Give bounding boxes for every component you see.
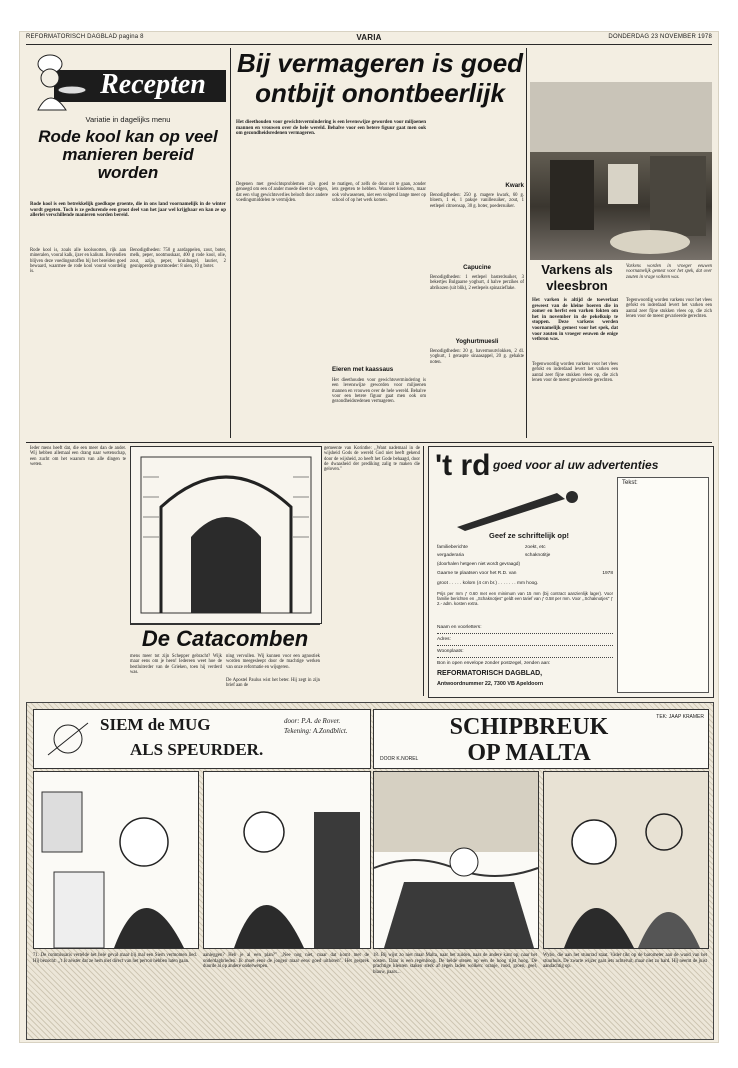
newspaper-page [20,32,718,1042]
pigs-col1: Tegenwoordig worden varkens voor het vlees gefokt en inderdaad levert het varken een aantal zeer fijne stukken vlees op, die zich lenen voor de meest gevarieerde gerechten. [532,362,620,383]
main-headline: Bij vermageren is goed ontbijt onontbeerlijk [236,48,524,108]
recipes-col2: Benodigdheden: 750 g aardappelen, zout, boter, melk, peper, nootmuskaat, 400 g rode kool, olie, zout, azijn, peper, kruidnagel, laurier, 2 gesnipperde grootmoeder: 8 uien, 10 g boter. [130,248,228,269]
pigs-headline: Varkens als vleesbron [541,262,613,293]
comics-section [26,702,714,1040]
comic2-title-line2: OP MALTA [467,740,591,766]
recipes-banner [24,46,228,112]
ad-cat-4[interactable]: schaknotitje [525,553,551,558]
recipes-lead: Rode kool is een betrekkelijk goedkope groente, die in ons land voornamelijk in de winter wordt gegeten. Toch is ze gedurende een groot deel van het jaar wel krijgbaar en kan ze op allerlei verschillende manieren worden bereid. [30,202,228,219]
catacombs-col1: Ieder mens heeft dat, die een meer dan de ander. Wij hebben allemaal een drang naar wetenschap, een zucht om het waarom van alle dingen te weten. [30,446,128,467]
yoghurt-title: Yoghurtmuesli [455,338,499,345]
kwark-title: Kwark [505,182,524,189]
comic2-caption-right: Wybo, die aan het stuurrad staat. Vader tikt op de barometer aan de wand van het stuurhuis. De zwarte wijzer gaat iets achteruit, maar niet zo hard. Hij neemt de juist aandachtig op. [543,953,709,969]
ad-company-address: Antwoordnummer 22, 7300 VB Apeldoorn [437,681,544,687]
catacombs-illustration [130,446,322,624]
ad-cat-1[interactable]: familieberichte [437,545,468,550]
ad-city-field[interactable]: Woonplaats: [437,649,613,658]
recipes-banner-title: Recepten [100,69,206,100]
comic2-title-line1: SCHIPBREUK [449,714,609,740]
main-col3: Het dieethouden voor gewichtsvermindering is een levenswijze geworden voor miljoenen mannen en vrouwen over de hele wereld. Behalve voor een betere figuur gaat men ook om gezondheidsredenen vermageren. [332,378,428,405]
comic2-panel-left [373,771,539,949]
comic1-caption-right: aanleggen? Heb je al een plan?" ,,Nee nog niet, maar dat komt met de onderdagbrieden. Ik moet eens de jongen maar eens goed uithoren". Het gesprek duurde al op andere onderwerpen. [203,953,371,969]
ad-year: 1978 [602,571,613,576]
column-rule-3 [423,446,424,696]
comic1-title-panel [33,709,371,769]
ad-cat-3[interactable]: vergaderaria [437,553,464,558]
pigs-lead: Het varken is altijd de toeverlaat geweest van de kleine boeren die in zomer en herfst een varken fokten om het in november in de pekelkuip te stoppen. Deze varkens werden voornamelijk gemest voor het spek, dat voor zouten in vroeger eeuwen de enige vetbron was. [532,298,620,343]
ad-price-text: Prijs per mm ƒ 0.60 met een minimum van 15 mm (bij contract aanzienlijk lager). Voor familie berichten en ,,Schaknotjes" geldt een tarief van ƒ 0.58 per mm. Voor ,,Schaknotjes" ƒ 2.- adm. kosten extra. [437,591,615,606]
catacombs-col5: De Apostel Paulus wist het beter. Hij zegt in zijn brief aan de [226,678,322,689]
ad-headline: goed voor al uw advertenties [493,458,659,472]
comic2-author: DOOR K.NOREL [380,756,419,762]
ad-envelope-line: Bon in open envelope zonder postzegel, zenden aan: [437,661,551,666]
rd-logo: 't rd [435,449,491,482]
comic2-caption-left: 18. Bij wijst zo niet maar Malta, naar het zuiden, naar de andere kant op, naar het oosten. Daar is een regenboog. De beide stenen op een de hoog rijst hoog. De prachtige kleuren staken sterk af tegen laden wolken: oranje, rood, groen, geel, blauw, paars... [373,953,539,975]
catacombs-col3: mens meer tot zijn Schepper gebracht? Wijk maar eens om je heen! Iedereen weet hoe de bestluiterder van de Grieken, toen hij verderd was. [130,654,224,675]
ad-cat-note: (doorhalen hetgeen niet wordt gevraagd) [437,561,520,566]
kwark-text: Benodigdheden: 250 g. magere kwark, 60 g. bloem, 1 ei, 1 paksje vanillesuiker, zout, 1 eetlepel citroensap, 30 g. boter, poedersuiker. [430,193,526,209]
ad-tagline: Geef ze schriftelijk op! [489,531,570,540]
catacombs-headline: De Catacomben [130,624,320,653]
ad-name-field[interactable]: Naam en voorletters: [437,625,613,634]
mosquito-illustration [38,711,98,767]
main-lead: Het dieethouden voor gewichtsvermindering is een levenswijze geworden voor miljoenen mannen en vrouwen over de hele wereld. Behalve voor een betere figuur gaat men ook om gezondheidsredenen vermageren. [236,120,428,137]
header-left: REFORMATORISCH DAGBLAD pagina 8 [26,34,144,40]
main-subhead: Eieren met kaassaus [332,366,394,373]
recipes-headline: Rode kool kan op veel manieren bereid worden [38,127,218,182]
ad-pen-illustration [437,487,613,531]
section-title: VARIA [356,33,382,42]
capucine-title: Capucine [463,264,491,271]
column-rule-1 [230,48,231,438]
comic1-panel-right [203,771,371,949]
main-col2: te matigen, of zelfs de door uit te gaan, zonder iets gegeten te hebben. Wanneer kinderen, maar ook volwassenen, niet een volgend lange meer op school of op het werk komen. [332,182,428,203]
pigs-photo [530,82,712,260]
recipes-col1: Rode kool is, zoals alle koolsoorten, rijk aan mineralen, vooral kalk, ijzer en kalium. Bovendien blijven deze voedingsstoffen bij het bereiden goed bewaard, waarmee de rode kool vooral voordelig is. [30,248,128,275]
ad-text-label: Tekst: [622,480,638,486]
catacombs-col4: ning vervullen. Wij kunnen voor een agnostiek worden meegesleept door de machtige werken van onze reformatie en wijsgeren. [226,654,322,670]
comic1-title-line2: ALS SPEURDER. [130,740,264,759]
column-rule-2 [526,48,527,438]
header-rule [26,44,712,45]
comic1-credits: door: P.A. de Rover. Tekening: A.Zondblict. [284,717,348,735]
ad-company: REFORMATORISCH DAGBLAD, [437,670,543,677]
ad-order-form [428,446,714,698]
ad-order-line: Gaarne te plaatsen voor het R.D. van [437,571,517,576]
capucine-text: Benodigdheden: 1 eetlepel basterdsuiker, 3 bekertjes Bulgaarse yoghurt, 4 halve perzikes of abrikozen (uit blik), 2 eetlepels spinazieflake. [430,275,526,291]
yoghurt-text: Benodigdheden: 20 g. havermoutvlokken, 2 dl. yoghurt, 1 geraspte sinaasappel, 20 g. gehakte noten. [430,349,526,365]
header-date: DONDERDAG 23 NOVEMBER 1978 [608,34,712,40]
pigs-col2: Tegenwoordig worden varkens voor het vlees gefokt en inderdaad levert het varken een aantal zeer fijne stukken vlees op, die zich lenen voor de meest gevarieerde gerechten. [626,298,714,319]
comic2-artist: TEK: JAAP KRAMER [656,714,704,720]
ad-cat-2[interactable]: zoekt, etc [525,545,546,550]
pigs-caption: Varkens worden in vroeger eeuwen voornamelijk gemest voor het spek, dat over zouten in vrage volkren was. [626,264,714,280]
ad-address-field[interactable]: Adres: [437,637,613,646]
ad-text-area[interactable] [617,477,709,693]
main-col1: Degenen met gewichtsproblemen zijn goed genoegd om een of ander moede dieet te volgen, dat een vlug gewichtsverlies belooft door andere voedingsmiddelen te vermijden. [236,182,330,203]
catacombs-col2: gemeente van Korinthe: ,,Want nademaal in de wijsheid Gods de wereld God niet heeft gekend door de wijsheid, zo heeft het Gode behaagd, door de dwaasheid der prediking zalig te maken die geloven." [324,446,422,473]
recipes-tagline: Variatie in dagelijks menu [85,115,171,124]
comic2-title-panel [373,709,709,769]
comic1-caption-left: 71. De commissaris vertelde het hele geval maar bij mal een Siem vermomen lied. Hij bezocht: ,,'t Is zeister dat ze hem niet direct van het perron hebben laten gaan. [33,953,199,964]
comic1-panel-left [33,771,199,949]
ad-size-line[interactable]: groot . . . . . kolom (4 cm br.) . . . . . . . mm hoog. [437,581,539,586]
mid-rule [26,442,712,443]
comic1-title-line1: SIEM de MUG [100,715,211,734]
comic2-panel-right [543,771,709,949]
